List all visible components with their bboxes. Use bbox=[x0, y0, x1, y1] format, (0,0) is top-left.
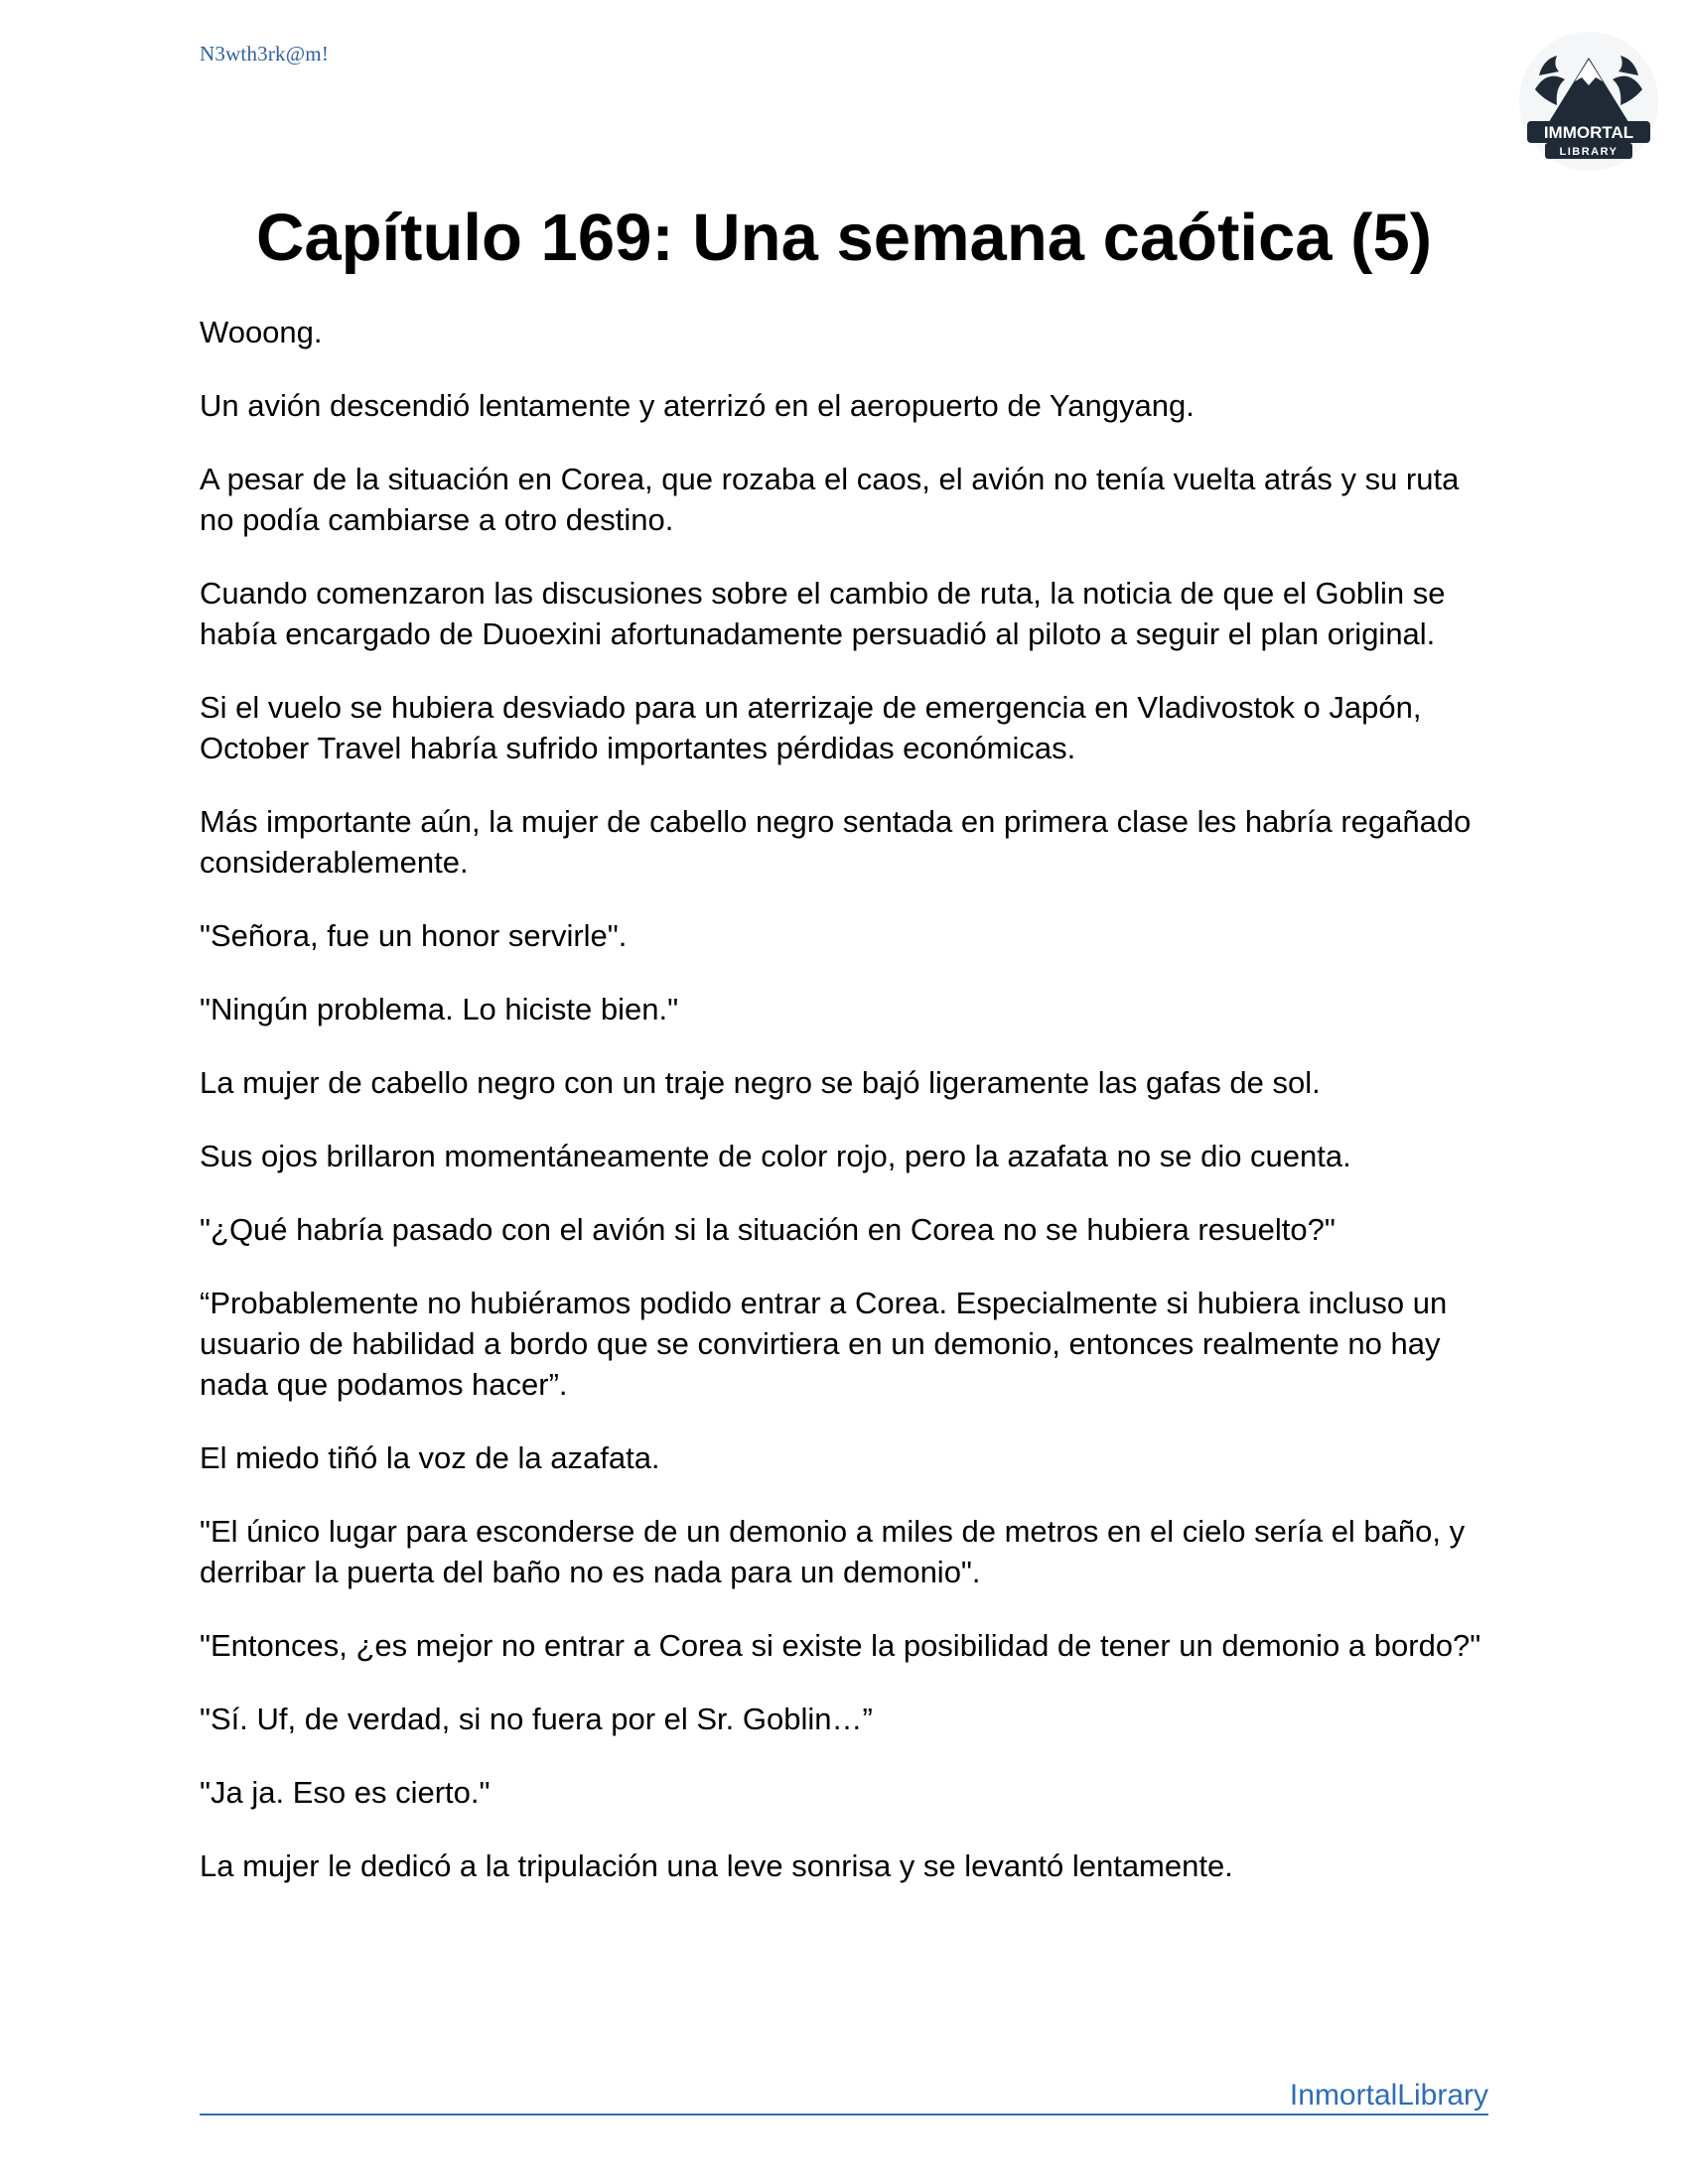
paragraph: La mujer de cabello negro con un traje negro se bajó ligeramente las gafas de sol. bbox=[200, 1065, 1321, 1100]
paragraph: "Entonces, ¿es mejor no entrar a Corea si existe la posibilidad de tener un demonio a bordo?" bbox=[200, 1628, 1481, 1663]
paragraph: "Ningún problema. Lo hiciste bien." bbox=[200, 992, 679, 1026]
footer-divider bbox=[200, 2114, 1488, 2116]
paragraph: A pesar de la situación en Corea, que rozaba el caos, el avión no tenía vuelta atrás y su ruta no podía cambiarse a otro destino. bbox=[200, 462, 1460, 537]
paragraph: Sus ojos brillaron momentáneamente de color rojo, pero la azafata no se dio cuenta. bbox=[200, 1139, 1351, 1173]
paragraph: "Sí. Uf, de verdad, si no fuera por el Sr. Goblin…” bbox=[200, 1702, 873, 1736]
paragraph: Cuando comenzaron las discusiones sobre el cambio de ruta, la noticia de que el Goblin se había encargado de Duoexini afortunadamente persuadió al piloto a seguir el plan original. bbox=[200, 576, 1446, 651]
logo-emblem bbox=[1517, 30, 1660, 173]
header-watermark-text: N3wth3rk@m! bbox=[200, 42, 330, 66]
paragraph: "¿Qué habría pasado con el avión si la situación en Corea no se hubiera resuelto?" bbox=[200, 1212, 1336, 1247]
chapter-body bbox=[200, 312, 1490, 1919]
chapter-title: Capítulo 169: Una semana caótica (5) bbox=[255, 201, 1433, 275]
paragraph: Wooong. bbox=[200, 315, 323, 349]
logo-text-line2: LIBRARY bbox=[1559, 146, 1618, 158]
paragraph: Si el vuelo se hubiera desviado para un aterrizaje de emergencia en Vladivostok o Japón, October Travel habría sufrido importantes pérdidas económicas. bbox=[200, 690, 1422, 765]
logo-text-line1: IMMORTAL bbox=[1543, 123, 1634, 142]
footer-library-link[interactable]: InmortalLibrary bbox=[1289, 2079, 1488, 2112]
paragraph: La mujer le dedicó a la tripulación una leve sonrisa y se levantó lentamente. bbox=[200, 1848, 1233, 1883]
paragraph: Más importante aún, la mujer de cabello negro sentada en primera clase les habría regañado considerablemente. bbox=[200, 804, 1472, 880]
paragraph: "Ja ja. Eso es cierto." bbox=[200, 1775, 491, 1810]
paragraph: El miedo tiñó la voz de la azafata. bbox=[200, 1440, 660, 1475]
paragraph: Un avión descendió lentamente y aterrizó en el aeropuerto de Yangyang. bbox=[200, 388, 1195, 423]
paragraph: "Señora, fue un honor servirle". bbox=[200, 918, 628, 953]
immortal-library-logo bbox=[1517, 30, 1660, 173]
paragraph: “Probablemente no hubiéramos podido entrar a Corea. Especialmente si hubiera incluso un usuario de habilidad a bordo que se convirtiera en un demonio, entonces realmente no hay nada que podamos hacer”. bbox=[200, 1286, 1448, 1402]
paragraph: "El único lugar para esconderse de un demonio a miles de metros en el cielo sería el baño, y derribar la puerta del baño no es nada para un demonio". bbox=[200, 1514, 1466, 1589]
